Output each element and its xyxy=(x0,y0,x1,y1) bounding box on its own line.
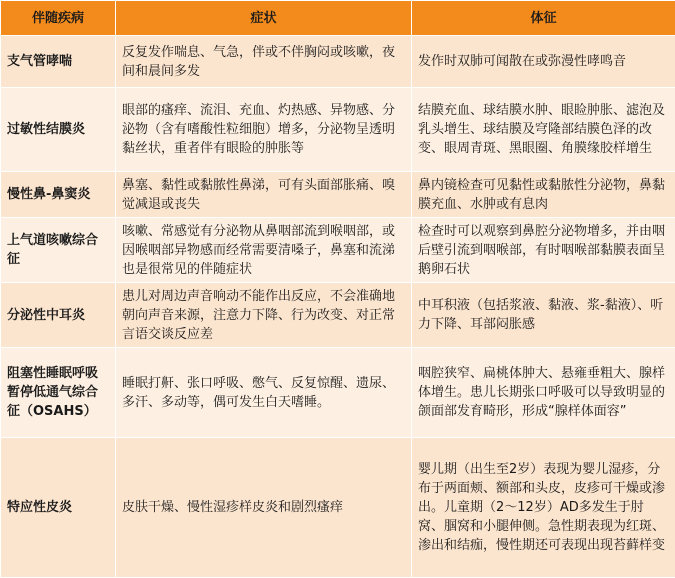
disease-cell: 特应性皮炎 xyxy=(1,438,116,578)
symptoms-cell: 睡眠打鼾、张口呼吸、憋气、反复惊醒、遗尿、多汗、多动等，偶可发生白天嗜睡。 xyxy=(116,348,412,438)
disease-cell: 过敏性结膜炎 xyxy=(1,88,116,172)
symptoms-cell: 患儿对周边声音响动不能作出反应，不会准确地朝向声音来源，注意力下降、行为改变、对正常言语交谈反应差 xyxy=(116,283,412,348)
header-row xyxy=(1,1,675,36)
disease-cell: 分泌性中耳炎 xyxy=(1,283,116,348)
header-disease: 伴随疾病 xyxy=(1,1,116,36)
symptoms-cell: 鼻塞、黏性或黏脓性鼻涕，可有头面部胀痛、嗅觉减退或丧失 xyxy=(116,172,412,218)
signs-cell: 婴儿期（出生至2岁）表现为婴儿湿疹，分布于两面颊、额部和头皮，皮疹可干燥或渗出。儿童期（2～12岁）AD多发生于肘窝、腘窝和小腿伸侧。急性期表现为红斑、渗出和结痂，慢性期还可表现出现苔藓样变 xyxy=(412,438,675,578)
signs-cell: 结膜充血、球结膜水肿、眼睑肿胀、滤泡及乳头增生、球结膜及穹隆部结膜色泽的改变、眼周青斑、黑眼圈、角膜缘胶样增生 xyxy=(412,88,675,172)
table-row xyxy=(1,438,675,578)
disease-cell: 阻塞性睡眠呼吸暂停低通气综合征（OSAHS） xyxy=(1,348,116,438)
table-row xyxy=(1,218,675,283)
symptoms-cell: 咳嗽、常感觉有分泌物从鼻咽部流到喉咽部，或因喉咽部异物感而经常需要清嗓子，鼻塞和流涕也是很常见的伴随症状 xyxy=(116,218,412,283)
disease-cell: 上气道咳嗽综合征 xyxy=(1,218,116,283)
signs-cell: 检查时可以观察到鼻腔分泌物增多，并由咽后壁引流到咽喉部，有时咽喉部黏膜表面呈鹅卵石状 xyxy=(412,218,675,283)
disease-cell: 支气管哮喘 xyxy=(1,36,116,88)
disease-cell: 慢性鼻-鼻窦炎 xyxy=(1,172,116,218)
symptoms-cell: 眼部的瘙痒、流泪、充血、灼热感、异物感、分泌物（含有嗜酸性粒细胞）增多，分泌物呈透明黏丝状，重者伴有眼睑的肿胀等 xyxy=(116,88,412,172)
table-row xyxy=(1,36,675,88)
signs-cell: 鼻内镜检查可见黏性或黏脓性分泌物，鼻黏膜充血、水肿或有息肉 xyxy=(412,172,675,218)
table-row xyxy=(1,348,675,438)
symptoms-cell: 反复发作喘息、气急，伴或不伴胸闷或咳嗽，夜间和晨间多发 xyxy=(116,36,412,88)
header-symptoms: 症状 xyxy=(116,1,412,36)
table-row xyxy=(1,88,675,172)
header-signs: 体征 xyxy=(412,1,675,36)
signs-cell: 咽腔狭窄、扁桃体肿大、悬雍垂粗大、腺样体增生。患儿长期张口呼吸可以导致明显的颌面部发育畸形，形成“腺样体面容” xyxy=(412,348,675,438)
table-row xyxy=(1,172,675,218)
symptoms-cell: 皮肤干燥、慢性湿疹样皮炎和剧烈瘙痒 xyxy=(116,438,412,578)
signs-cell: 发作时双肺可闻散在或弥漫性哮鸣音 xyxy=(412,36,675,88)
table-row xyxy=(1,283,675,348)
signs-cell: 中耳积液（包括浆液、黏液、浆-黏液）、听力下降、耳部闷胀感 xyxy=(412,283,675,348)
